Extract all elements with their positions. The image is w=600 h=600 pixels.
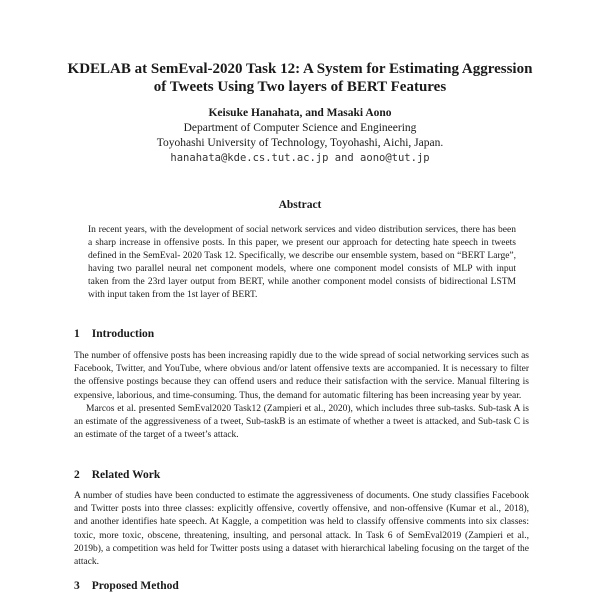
- section-heading-proposed-method: [74, 580, 179, 592]
- section-number: 3: [74, 580, 80, 592]
- section-title: Related Work: [91, 469, 161, 481]
- abstract-text: In recent years, with the development of social network services and video distribution services, there has been a sharp increase in offensive posts. In this paper, we present our approach for detecting hate speech in tweets defined in the SemEval- 2020 Task 12. Specifically, we describe our ensemble system, based on “BERT Large”, having two parallel neural net component models, where one component model consists of MLP with input taken from the 23rd layer output from BERT, while another component model consists of bidirectional LSTM with input taken from the 1st layer of BERT.: [88, 225, 516, 300]
- section-title: Proposed Method: [91, 580, 179, 592]
- section-number: 2: [74, 469, 80, 481]
- section-title: Introduction: [91, 328, 155, 340]
- related-work-paragraph-1: A number of studies have been conducted to estimate the aggressiveness of documents. One study classifies Facebook and Twitter posts into three classes: explicitly offensive, covertly offensive, and non-offensive (Kumar et al., 2018), and another identifies hate speech. At Kaggle, a competition was held to classify offensive comments into six classes: toxic, more toxic, obscene, threatening, insulting, and personal attack. In Task 6 of SemEval2019 (Zampieri et al., 2019b), a competition was held for Twitter posts using a dataset with hierarchical labeling focusing on the target of the attack.: [74, 491, 529, 568]
- introduction-body: [74, 350, 529, 442]
- author-names: Keisuke Hanahata, and Masaki Aono: [208, 107, 392, 119]
- section-number: 1: [74, 328, 80, 340]
- introduction-paragraph-2: Marcos et al. presented SemEval2020 Task12 (Zampieri et al., 2020), which includes three sub-tasks. Sub-task A is an estimate of the aggressiveness of a tweet, Sub-taskB is an estimate of whether a tweet is attacked, and Sub-task C is an estimate of the target of a tweet’s attack.: [74, 403, 529, 441]
- author-emails: hanahata@kde.cs.tut.ac.jp and aono@tut.jp: [170, 152, 430, 164]
- related-work-body: [74, 490, 529, 569]
- abstract-heading: Abstract: [278, 199, 322, 211]
- author-block: [60, 106, 540, 166]
- section-heading-related-work: [74, 469, 160, 481]
- section-heading-introduction: [74, 328, 154, 340]
- introduction-paragraph-1: The number of offensive posts has been increasing rapidly due to the wide spread of social networking services such as Facebook, Twitter, and YouTube, where obvious and/or latent offensive texts are accompanied. It is necessary to filter the offensive postings because they can offend users and reduce their satisfaction with the service. Manual filtering is expensive, laborious, and time-consuming. Thus, the demand for automatic filtering has been increasing year by year.: [74, 351, 529, 401]
- affiliation-department: Department of Computer Science and Engineering: [183, 122, 417, 134]
- paper-title: KDELAB at SemEval-2020 Task 12: A System for Estimating Aggression of Tweets Using Two layers of BERT Features: [67, 61, 533, 95]
- affiliation-university: Toyohashi University of Technology, Toyohashi, Aichi, Japan.: [156, 137, 444, 149]
